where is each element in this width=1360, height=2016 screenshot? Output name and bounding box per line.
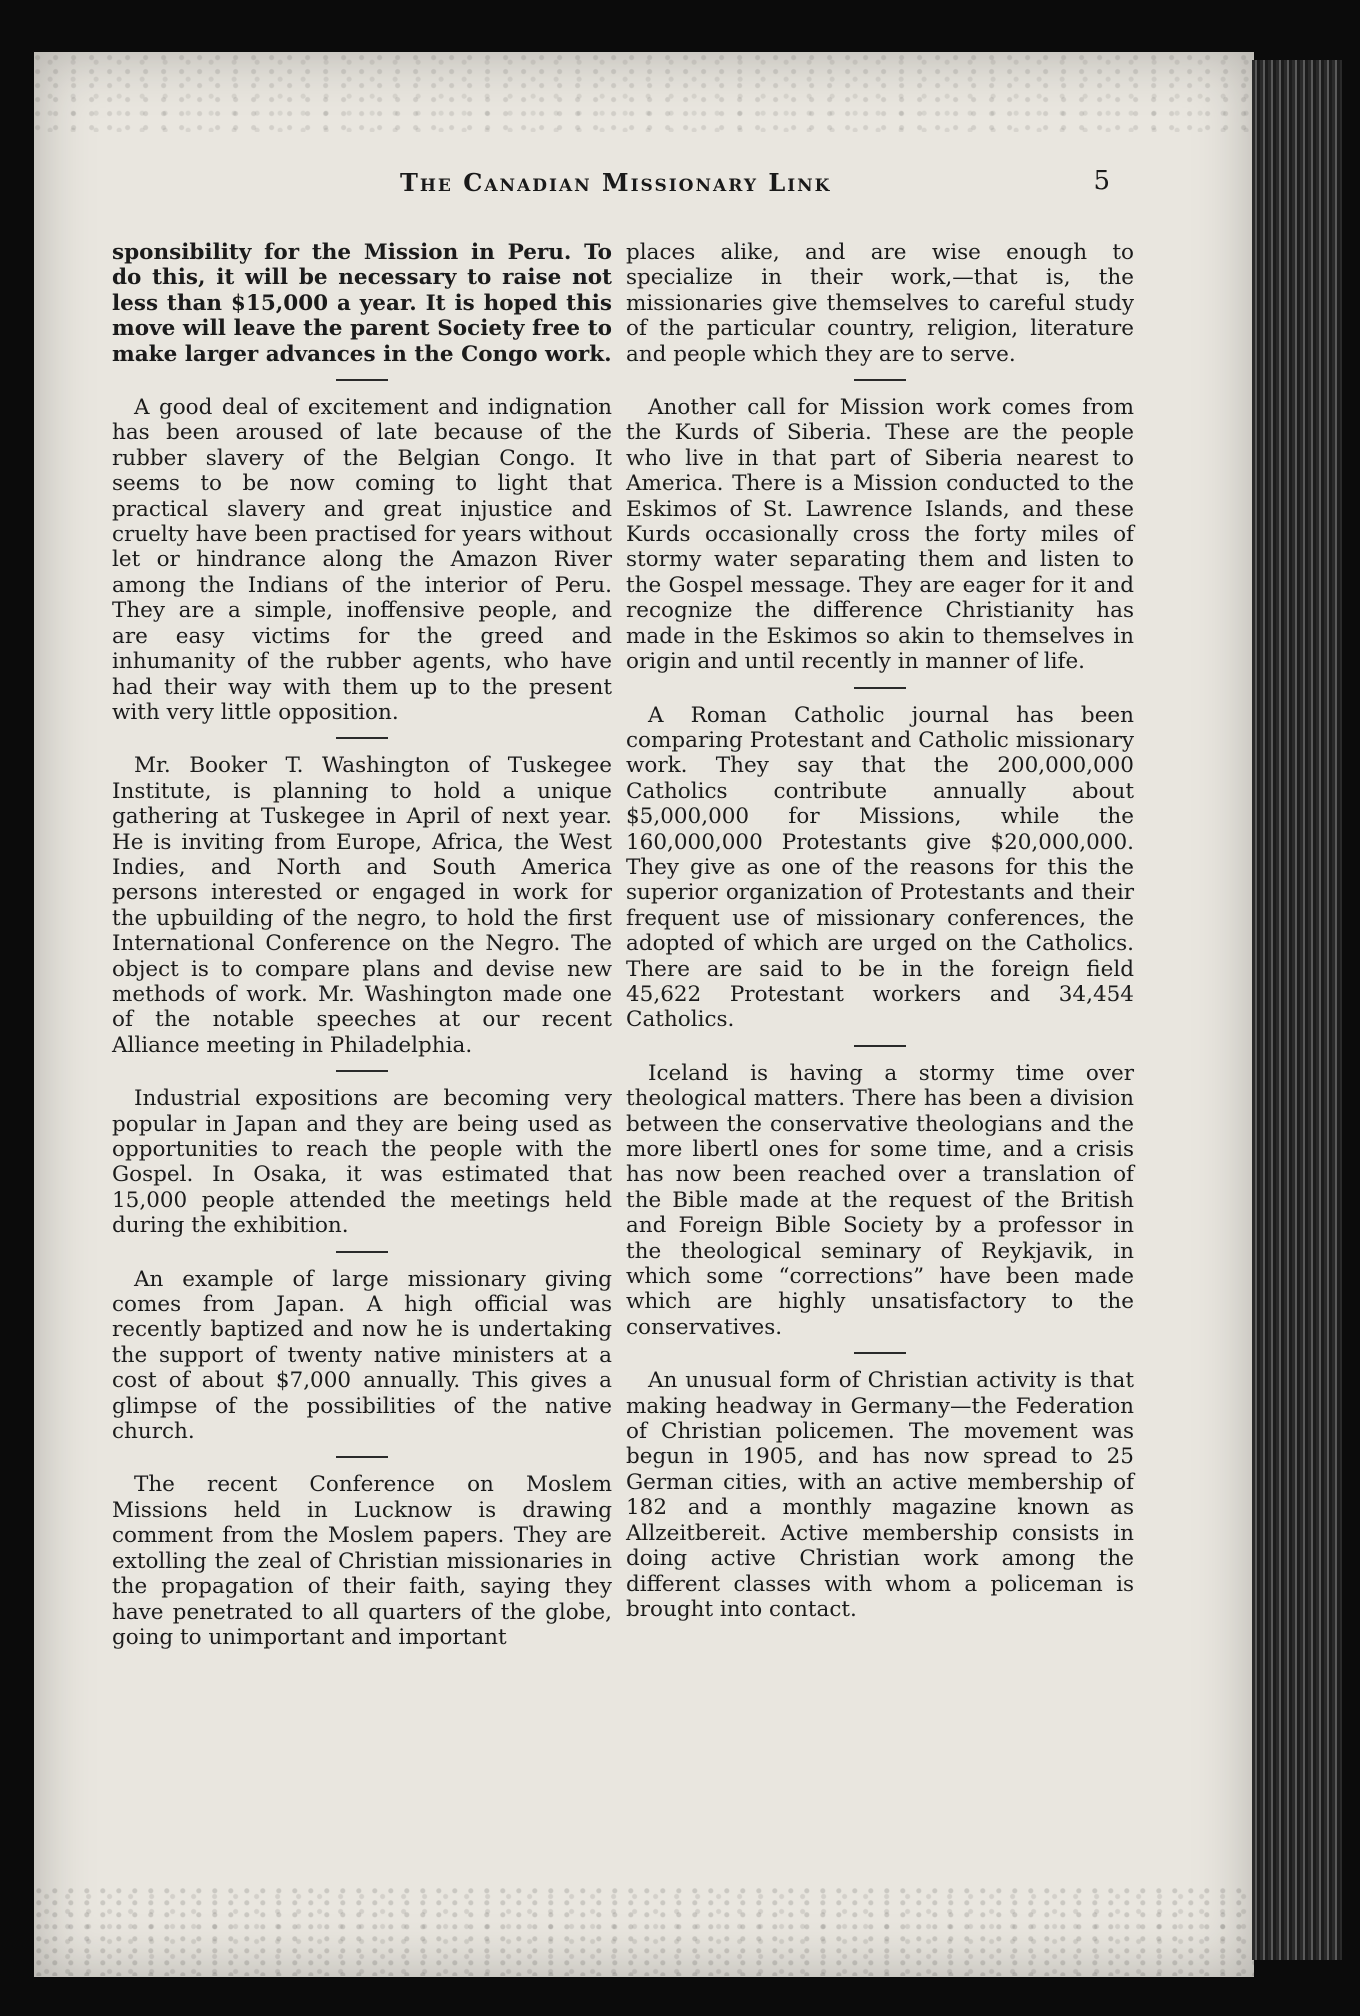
section-divider: [854, 1045, 906, 1047]
paragraph-moslem-conference: The recent Conference on Moslem Missions held in Lucknow is drawing comment from the Moslem papers. They are extolling the zeal of Christian missionaries in the propagation of their faith, saying they have penetrated to all quarters of the globe, going to unimportant and important: [112, 1472, 612, 1650]
paragraph-peru-mission: sponsibility for the Mission in Peru. To do this, it will be necessary to raise not less than $15,000 a year. It is hoped this move will leave the parent Society free to make larger advances in the Congo work.: [112, 240, 612, 367]
paragraph-japan-giving: An example of large missionary giving comes from Japan. A high official was recently baptized and now he is undertaking the support of twenty native ministers at a cost of about $7,000 annually. This gives a glimpse of the possibilities of the native church.: [112, 1266, 612, 1445]
page-number: 5: [1093, 166, 1110, 196]
section-divider: [854, 379, 906, 381]
book-page-edges: [1252, 60, 1342, 1960]
scan-noise-top: [34, 52, 1254, 132]
paragraph-kurds-siberia: Another call for Mission work comes from the Kurds of Siberia. These are the people who live in that part of Siberia nearest to America. There is a Mission conducted to the Eskimos of St. Lawrence Islands, and these Kurds occasionally cross the forty miles of stormy water separating them and listen to the Gospel message. They are eager for it and recognize the difference Christianity has made in the Eskimos so akin to themselves in origin and until recently in manner of life.: [626, 395, 1134, 675]
paragraph-continuation: places alike, and are wise enough to specialize in their work,—that is, the missionaries give themselves to careful study of the particular country, religion, literature and people which they are to serve.: [626, 240, 1134, 367]
section-divider: [336, 1456, 388, 1458]
section-divider: [336, 1070, 388, 1072]
paragraph-germany-policemen: An unusual form of Christian activity is that making headway in Germany—the Federation of Christian policemen. The movement was begun in 1905, and has now spread to 25 German cities, with an active membership of 182 and a monthly magazine known as Allzeitbereit. Active membership consists in doing active Christian work among the different classes with whom a policeman is brought into contact.: [626, 1368, 1134, 1622]
section-divider: [336, 379, 388, 381]
right-column: [626, 240, 1134, 1622]
scan-noise-bottom: [34, 1886, 1254, 1976]
section-divider: [854, 687, 906, 689]
paragraph-rubber-slavery: A good deal of excitement and indignation has been aroused of late because of the rubber slavery of the Belgian Congo. It seems to be now coming to light that practical slavery and great injustice and cruelty have been practised for years without let or hindrance along the Amazon River among the Indians of the interior of Peru. They are a simple, inoffensive people, and are easy victims for the greed and inhumanity of the rubber agents, who have had their way with them up to the present with very little opposition.: [112, 395, 612, 725]
paragraph-booker-washington: Mr. Booker T. Washington of Tuskegee Institute, is planning to hold a unique gathering at Tuskegee in April of next year. He is inviting from Europe, Africa, the West Indies, and North and South America persons interested or engaged in work for the upbuilding of the negro, to hold the first International Conference on the Negro. The object is to compare plans and devise new methods of work. Mr. Washington made one of the notable speeches at our recent Alliance meeting in Philadelphia.: [112, 753, 612, 1058]
publication-title: The Canadian Missionary Link: [400, 168, 832, 197]
running-header: [170, 168, 1110, 208]
paragraph-catholic-comparison: A Roman Catholic journal has been comparing Protestant and Catholic missionary work. They say that the 200,000,000 Catholics contribute annually about $5,000,000 for Missions, while the 160,000,000 Protestants give $20,000,000. They give as one of the reasons for this the superior organization of Protestants and their frequent use of missionary conferences, the adopted of which are urged on the Catholics. There are said to be in the foreign field 45,622 Protestant workers and 34,454 Catholics.: [626, 702, 1134, 1033]
paragraph-iceland: Iceland is having a stormy time over theological matters. There has been a division between the conservative theologians and the more libertl ones for some time, and a crisis has now been reached over a translation of the Bible made at the request of the British and Foreign Bible Society by a professor in the theological seminary of Reykjavik, in which some “corrections” have been made which are highly unsatisfactory to the conservatives.: [626, 1060, 1134, 1340]
paragraph-industrial-expositions: Industrial expositions are becoming very popular in Japan and they are being used as opportunities to reach the people with the Gospel. In Osaka, it was estimated that 15,000 people attended the meetings held during the exhibition.: [112, 1086, 612, 1239]
left-column: [112, 240, 612, 1650]
section-divider: [854, 1352, 906, 1354]
section-divider: [336, 1251, 388, 1253]
section-divider: [336, 737, 388, 739]
